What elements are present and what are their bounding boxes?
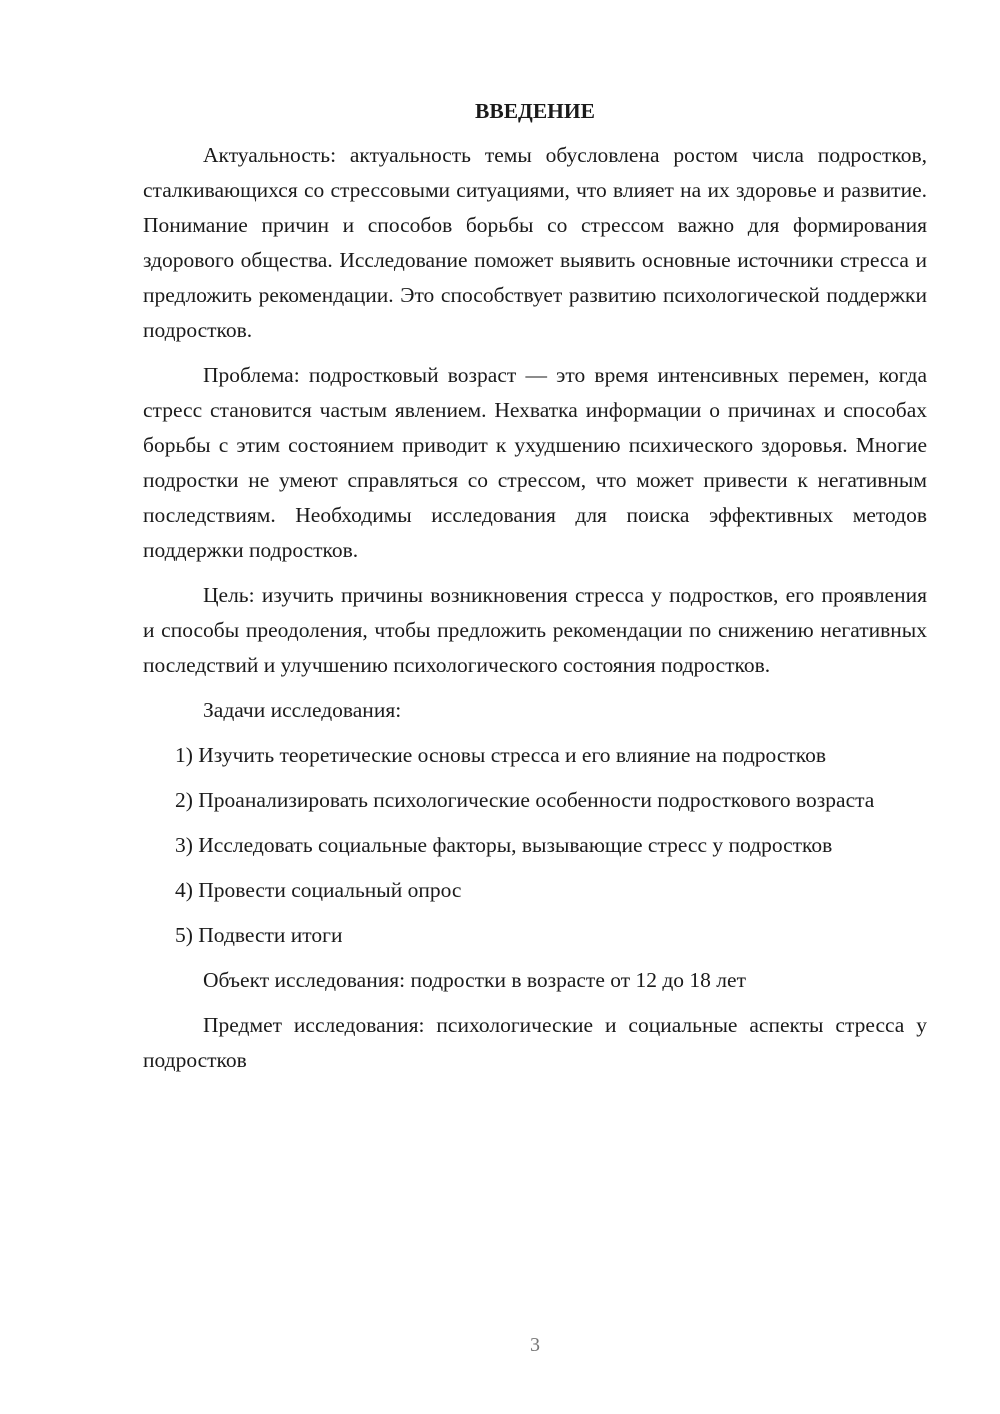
relevance-paragraph: Актуальность: актуальность темы обусловлена ростом числа подростков, сталкивающихся со стрессовыми ситуациями, что влияет на их здоровье и развитие. Понимание причин и способов борьбы со стрессом важно для формирования здорового общества. Исследование поможет выявить основные источники стресса и предложить рекомендации. Это способствует развитию психологической поддержки подростков.	[143, 143, 927, 342]
page-number: 3	[530, 1334, 540, 1356]
research-subject: Предмет исследования: психологические и социальные аспекты стресса у подростков	[143, 1013, 927, 1072]
task-item: 3) Исследовать социальные факторы, вызывающие стресс у подростков	[175, 833, 833, 857]
tasks-heading: Задачи исследования:	[203, 698, 402, 722]
task-item: 4) Провести социальный опрос	[175, 878, 462, 902]
goal-paragraph: Цель: изучить причины возникновения стресса у подростков, его проявления и способы преодоления, чтобы предложить рекомендации по снижению негативных последствий и улучшению психологического состояния подростков.	[143, 583, 927, 677]
page-content	[143, 96, 927, 1088]
task-item: 5) Подвести итоги	[175, 923, 343, 947]
problem-paragraph: Проблема: подростковый возраст — это время интенсивных перемен, когда стресс становится частым явлением. Нехватка информации о причинах и способах борьбы с этим состоянием приводит к ухудшению психического здоровья. Многие подростки не умеют справляться со стрессом, что может привести к негативным последствиям. Необходимы исследования для поиска эффективных методов поддержки подростков.	[143, 363, 927, 562]
task-item: 2) Проанализировать психологические особенности подросткового возраста	[175, 788, 875, 812]
research-object: Объект исследования: подростки в возрасте от 12 до 18 лет	[203, 968, 746, 992]
task-item: 1) Изучить теоретические основы стресса и его влияние на подростков	[175, 743, 827, 767]
section-title: ВВЕДЕНИЕ	[475, 99, 595, 123]
